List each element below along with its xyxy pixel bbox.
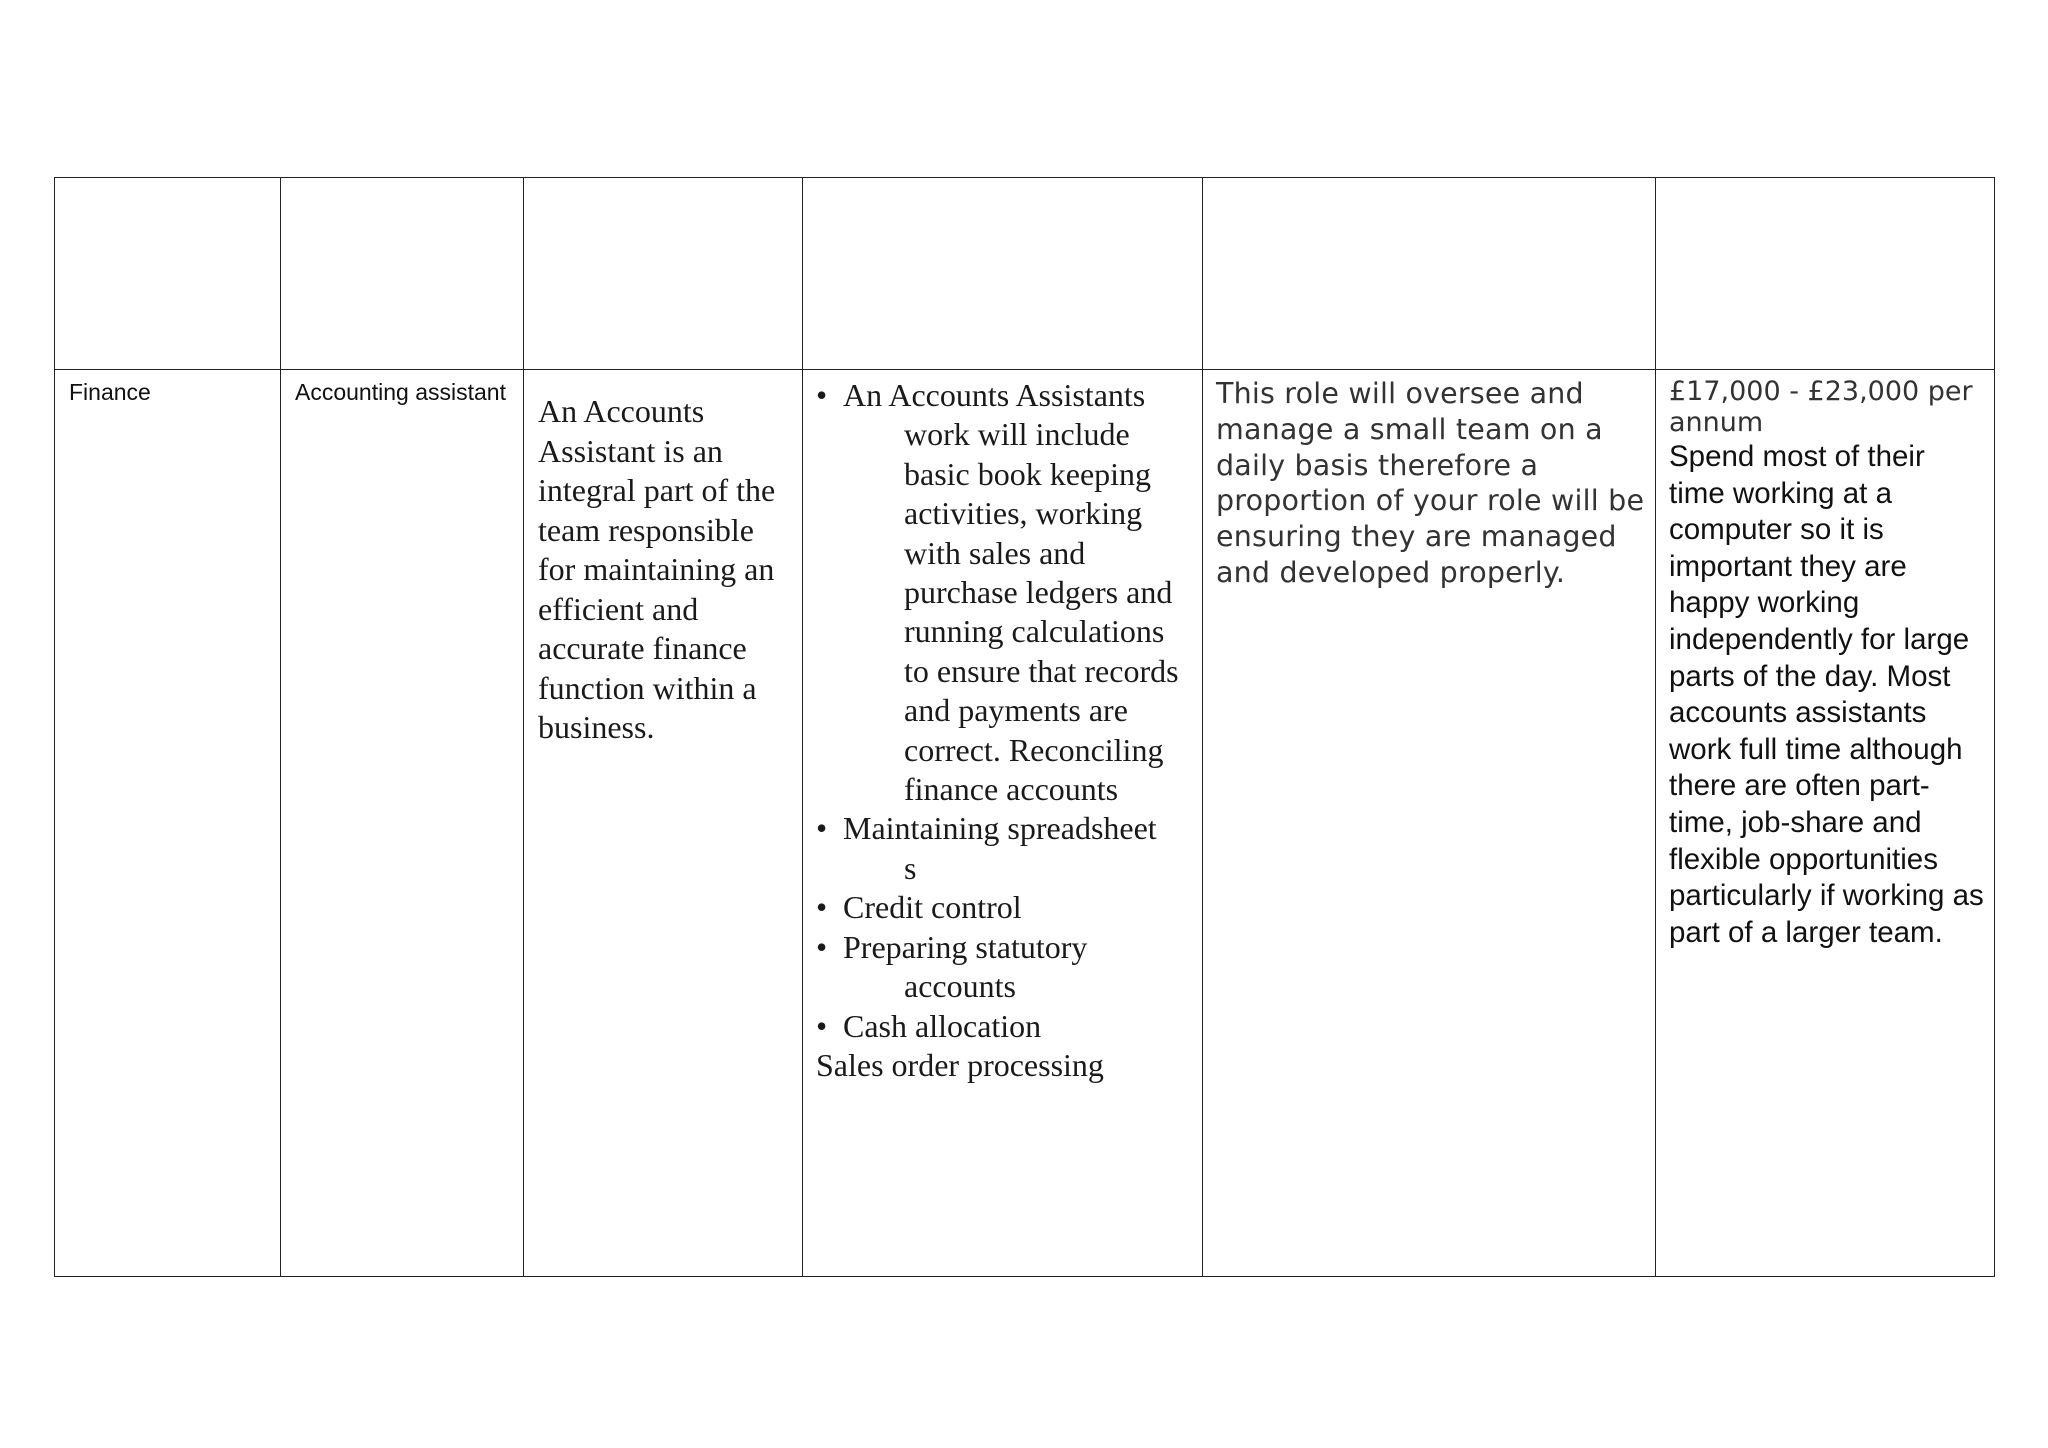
- tasks-list-container: [803, 370, 1202, 1085]
- sector-cell: [55, 370, 281, 1277]
- salary-cell: [1656, 370, 1995, 1277]
- salary-range: £17,000 - £23,000 per annum: [1669, 376, 1973, 438]
- header-cell-3: [524, 178, 803, 370]
- bullet-icon: •: [816, 1007, 828, 1044]
- task-first-line: An Accounts Assistants: [843, 377, 1146, 413]
- task-item: [816, 809, 1192, 888]
- header-cell-2: [281, 178, 524, 370]
- bullet-icon: •: [816, 889, 828, 926]
- salary-container: [1656, 370, 1994, 951]
- task-item: [816, 888, 1192, 927]
- task-first-line: Cash allocation: [843, 1007, 1042, 1044]
- job-title-text: Accounting assistant: [295, 379, 506, 405]
- header-cell-4: [803, 178, 1203, 370]
- task-tail-line: Sales order processing: [816, 1046, 1104, 1083]
- bullet-icon: •: [816, 377, 828, 413]
- task-continuation: work will include basic book keeping activities, working with sales and purchase ledgers and running calculations to ensure that records and payments are correct. Reconciling finance accounts: [904, 416, 1179, 808]
- tasks-cell: [803, 370, 1203, 1277]
- summary-text: An Accounts Assistant is an integral part of the team responsible for maintaining an efficient and accurate finance function within a business.: [538, 393, 776, 745]
- header-cell-1: [55, 178, 281, 370]
- header-cell-5: [1203, 178, 1656, 370]
- table-header-row: [55, 178, 1995, 370]
- task-item: [816, 928, 1192, 1007]
- working-conditions-text: Spend most of their time working at a computer so it is important they are happy working independently for large parts of the day. Most accounts assistants work full time although there are often part-time, job-share and flexible opportunities particularly if working as part of a larger team.: [1669, 440, 1984, 949]
- responsibility-text: This role will oversee and manage a small team on a daily basis therefore a proportion of your role will be ensuring they are managed and developed properly.: [1216, 377, 1645, 589]
- header-cell-6: [1656, 178, 1995, 370]
- tasks-list: [816, 376, 1192, 1046]
- summary-cell: [524, 370, 803, 1277]
- task-first-line: Credit control: [843, 889, 1022, 926]
- task-item: [816, 1007, 1192, 1046]
- bullet-icon: •: [816, 928, 828, 965]
- bullet-icon: •: [816, 810, 828, 847]
- task-first-line: Maintaining spreadsheet: [843, 810, 1157, 847]
- task-continuation: s: [904, 849, 917, 886]
- job-title-cell: [281, 370, 524, 1277]
- sector-text: Finance: [69, 379, 151, 405]
- table-row: [55, 370, 1995, 1277]
- job-info-table: [54, 177, 1995, 1277]
- task-first-line: Preparing statutory: [843, 928, 1088, 965]
- task-continuation: accounts: [904, 968, 1016, 1005]
- responsibility-cell: [1203, 370, 1656, 1277]
- task-item: [816, 376, 1192, 809]
